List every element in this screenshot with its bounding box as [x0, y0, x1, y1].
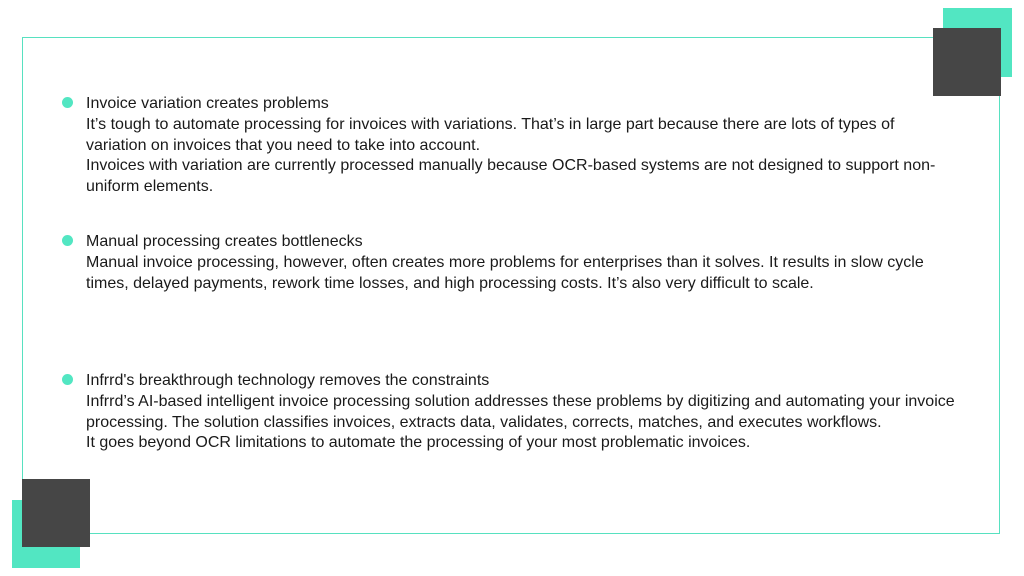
bullet-paragraph: It’s tough to automate processing for invoices with variations. That’s in large part because there are lots of types of variation on invoices that you need to take into account. [86, 115, 895, 154]
bullet-dot-icon [62, 235, 73, 246]
bullet-paragraph: It goes beyond OCR limitations to automate the processing of your most problematic invoices. [86, 434, 751, 452]
bullet-dot-icon [62, 97, 73, 108]
bullet-heading: Manual processing creates bottlenecks [86, 233, 363, 250]
bullet-paragraph: Manual invoice processing, however, often creates more problems for enterprises than it solves. It results in slow cycle times, delayed payments, rework time losses, and high processing costs. It’s also very difficult to scale. [86, 253, 924, 292]
bullet-text [86, 371, 956, 454]
bullet-text [86, 232, 956, 294]
bullet-dot-icon [62, 374, 73, 385]
bullet-paragraph: Invoices with variation are currently processed manually because OCR-based systems are not designed to support non-uniform elements. [86, 157, 936, 196]
decorative-square-bottom-left-dark [22, 479, 90, 547]
bullet-paragraph: Infrrd’s AI-based intelligent invoice processing solution addresses these problems by digitizing and automating your invoice processing. The solution classifies invoices, extracts data, validates, corrects, matches, and executes workflows. [86, 392, 955, 431]
bullet-heading: Infrrd's breakthrough technology removes the constraints [86, 372, 490, 389]
bullet-heading: Invoice variation creates problems [86, 95, 329, 112]
bullet-text [86, 94, 956, 198]
decorative-square-top-right-dark [933, 28, 1001, 96]
